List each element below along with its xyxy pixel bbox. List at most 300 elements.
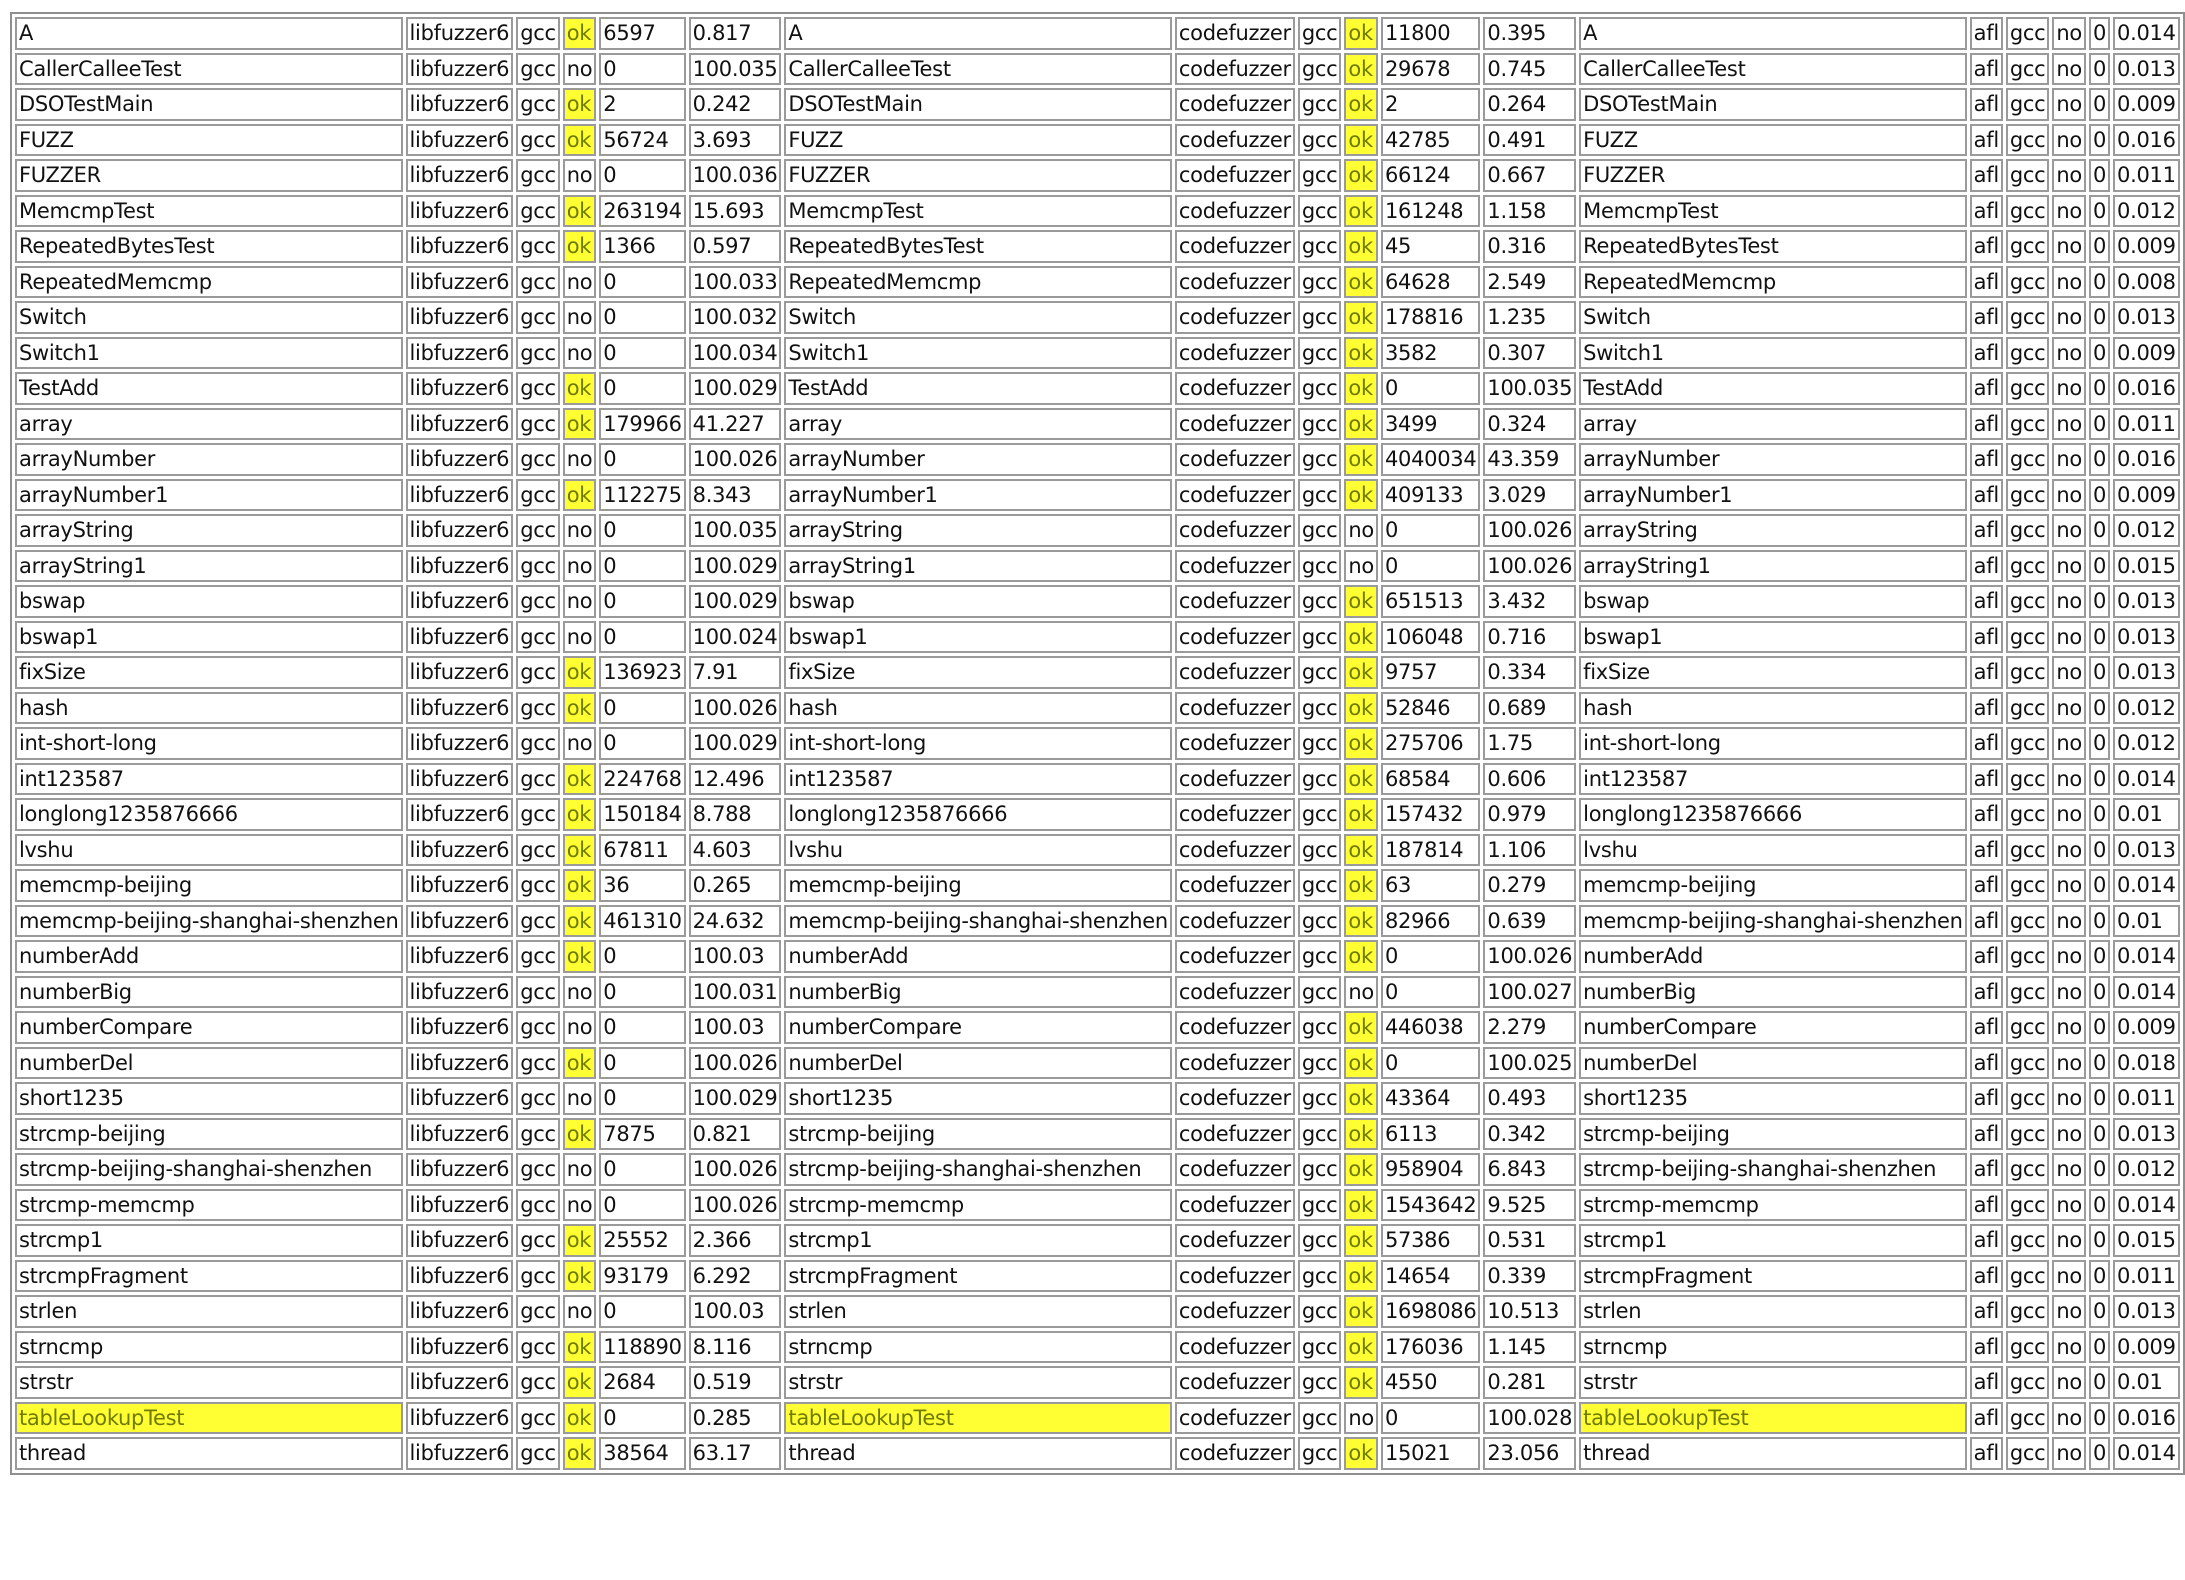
table-row — [15, 408, 2180, 441]
tool-cell: codefuzzer — [1175, 834, 1295, 867]
compiler-cell: gcc — [516, 692, 560, 725]
status-cell: no — [2052, 1118, 2086, 1151]
time-cell: 0.009 — [2113, 1331, 2180, 1364]
test-name-cell: TestAdd — [1579, 372, 1967, 405]
status-cell: no — [1344, 550, 1378, 583]
table-row — [15, 1295, 2180, 1328]
tool-cell: afl — [1970, 408, 2003, 441]
tool-cell: codefuzzer — [1175, 266, 1295, 299]
count-cell: 0 — [599, 692, 685, 725]
count-cell: 0 — [599, 53, 685, 86]
status-cell: ok — [1344, 1331, 1378, 1364]
count-cell: 0 — [2089, 337, 2110, 370]
compiler-cell: gcc — [1298, 1189, 1342, 1222]
time-cell: 0.01 — [2113, 905, 2180, 938]
time-cell: 100.026 — [689, 692, 782, 725]
test-name-cell: strcmp-memcmp — [784, 1189, 1172, 1222]
compiler-cell: gcc — [2006, 585, 2050, 618]
status-cell: ok — [1344, 195, 1378, 228]
table-row — [15, 124, 2180, 157]
compiler-cell: gcc — [1298, 1295, 1342, 1328]
time-cell: 100.026 — [689, 1189, 782, 1222]
status-cell: ok — [1344, 1153, 1378, 1186]
time-cell: 1.235 — [1483, 301, 1576, 334]
time-cell: 2.366 — [689, 1224, 782, 1257]
status-cell: no — [563, 1153, 597, 1186]
count-cell: 0 — [599, 621, 685, 654]
time-cell: 0.817 — [689, 17, 782, 50]
count-cell: 64628 — [1381, 266, 1480, 299]
tool-cell: afl — [1970, 159, 2003, 192]
test-name-cell: tableLookupTest — [15, 1402, 403, 1435]
time-cell: 0.012 — [2113, 195, 2180, 228]
count-cell: 0 — [2089, 1224, 2110, 1257]
test-name-cell: Switch — [784, 301, 1172, 334]
tool-cell: codefuzzer — [1175, 1402, 1295, 1435]
count-cell: 42785 — [1381, 124, 1480, 157]
test-name-cell: arrayNumber — [1579, 443, 1967, 476]
test-name-cell: lvshu — [15, 834, 403, 867]
compiler-cell: gcc — [516, 656, 560, 689]
time-cell: 8.788 — [689, 798, 782, 831]
tool-cell: codefuzzer — [1175, 976, 1295, 1009]
time-cell: 0.689 — [1483, 692, 1576, 725]
compiler-cell: gcc — [516, 195, 560, 228]
tool-cell: codefuzzer — [1175, 585, 1295, 618]
status-cell: ok — [1344, 230, 1378, 263]
count-cell: 0 — [2089, 834, 2110, 867]
time-cell: 100.029 — [689, 585, 782, 618]
test-name-cell: memcmp-beijing-shanghai-shenzhen — [15, 905, 403, 938]
tool-cell: codefuzzer — [1175, 692, 1295, 725]
table-row — [15, 940, 2180, 973]
status-cell: no — [2052, 585, 2086, 618]
time-cell: 100.029 — [689, 550, 782, 583]
test-name-cell: bswap — [784, 585, 1172, 618]
status-cell: no — [563, 266, 597, 299]
count-cell: 0 — [2089, 798, 2110, 831]
compiler-cell: gcc — [1298, 266, 1342, 299]
status-cell: no — [2052, 763, 2086, 796]
compiler-cell: gcc — [2006, 1402, 2050, 1435]
test-name-cell: RepeatedMemcmp — [15, 266, 403, 299]
compiler-cell: gcc — [1298, 1260, 1342, 1293]
time-cell: 0.334 — [1483, 656, 1576, 689]
compiler-cell: gcc — [516, 1011, 560, 1044]
test-name-cell: hash — [1579, 692, 1967, 725]
count-cell: 275706 — [1381, 727, 1480, 760]
count-cell: 187814 — [1381, 834, 1480, 867]
count-cell: 0 — [2089, 940, 2110, 973]
status-cell: no — [2052, 1331, 2086, 1364]
count-cell: 63 — [1381, 869, 1480, 902]
tool-cell: codefuzzer — [1175, 443, 1295, 476]
test-name-cell: short1235 — [15, 1082, 403, 1115]
test-name-cell: RepeatedBytesTest — [15, 230, 403, 263]
compiler-cell: gcc — [516, 1366, 560, 1399]
status-cell: no — [2052, 692, 2086, 725]
count-cell: 0 — [599, 585, 685, 618]
status-cell: ok — [1344, 798, 1378, 831]
count-cell: 56724 — [599, 124, 685, 157]
tool-cell: codefuzzer — [1175, 940, 1295, 973]
tool-cell: codefuzzer — [1175, 869, 1295, 902]
status-cell: no — [2052, 1153, 2086, 1186]
status-cell: no — [563, 1082, 597, 1115]
time-cell: 100.026 — [689, 443, 782, 476]
compiler-cell: gcc — [1298, 798, 1342, 831]
status-cell: no — [2052, 1082, 2086, 1115]
test-name-cell: strstr — [1579, 1366, 1967, 1399]
count-cell: 0 — [599, 514, 685, 547]
time-cell: 0.01 — [2113, 798, 2180, 831]
compiler-cell: gcc — [1298, 1366, 1342, 1399]
status-cell: no — [563, 514, 597, 547]
table-row — [15, 372, 2180, 405]
time-cell: 7.91 — [689, 656, 782, 689]
time-cell: 12.496 — [689, 763, 782, 796]
compiler-cell: gcc — [1298, 479, 1342, 512]
test-name-cell: MemcmpTest — [15, 195, 403, 228]
time-cell: 0.531 — [1483, 1224, 1576, 1257]
compiler-cell: gcc — [2006, 1118, 2050, 1151]
table-row — [15, 976, 2180, 1009]
test-name-cell: Switch — [15, 301, 403, 334]
status-cell: ok — [563, 1047, 597, 1080]
compiler-cell: gcc — [516, 550, 560, 583]
tool-cell: afl — [1970, 266, 2003, 299]
count-cell: 38564 — [599, 1437, 685, 1470]
test-name-cell: longlong1235876666 — [784, 798, 1172, 831]
status-cell: ok — [563, 763, 597, 796]
status-cell: no — [2052, 834, 2086, 867]
count-cell: 52846 — [1381, 692, 1480, 725]
count-cell: 1543642 — [1381, 1189, 1480, 1222]
status-cell: ok — [1344, 372, 1378, 405]
status-cell: ok — [1344, 1295, 1378, 1328]
tool-cell: libfuzzer6 — [406, 124, 514, 157]
count-cell: 0 — [2089, 443, 2110, 476]
status-cell: no — [563, 301, 597, 334]
count-cell: 0 — [2089, 585, 2110, 618]
count-cell: 9757 — [1381, 656, 1480, 689]
time-cell: 0.281 — [1483, 1366, 1576, 1399]
time-cell: 100.035 — [689, 53, 782, 86]
count-cell: 0 — [2089, 514, 2110, 547]
test-name-cell: arrayString1 — [15, 550, 403, 583]
status-cell: no — [563, 53, 597, 86]
compiler-cell: gcc — [1298, 727, 1342, 760]
compiler-cell: gcc — [516, 1260, 560, 1293]
count-cell: 112275 — [599, 479, 685, 512]
count-cell: 0 — [1381, 940, 1480, 973]
compiler-cell: gcc — [516, 1331, 560, 1364]
tool-cell: afl — [1970, 656, 2003, 689]
compiler-cell: gcc — [1298, 976, 1342, 1009]
test-name-cell: numberDel — [15, 1047, 403, 1080]
time-cell: 0.745 — [1483, 53, 1576, 86]
tool-cell: afl — [1970, 337, 2003, 370]
count-cell: 0 — [2089, 1189, 2110, 1222]
compiler-cell: gcc — [1298, 301, 1342, 334]
count-cell: 15021 — [1381, 1437, 1480, 1470]
compiler-cell: gcc — [516, 621, 560, 654]
table-row — [15, 798, 2180, 831]
table-row — [15, 53, 2180, 86]
tool-cell: codefuzzer — [1175, 621, 1295, 654]
compiler-cell: gcc — [516, 1295, 560, 1328]
time-cell: 0.01 — [2113, 1366, 2180, 1399]
count-cell: 1366 — [599, 230, 685, 263]
compiler-cell: gcc — [1298, 17, 1342, 50]
compiler-cell: gcc — [1298, 550, 1342, 583]
tool-cell: codefuzzer — [1175, 230, 1295, 263]
test-name-cell: RepeatedMemcmp — [1579, 266, 1967, 299]
status-cell: ok — [1344, 479, 1378, 512]
compiler-cell: gcc — [1298, 408, 1342, 441]
test-name-cell: strcmp-beijing-shanghai-shenzhen — [784, 1153, 1172, 1186]
tool-cell: libfuzzer6 — [406, 1366, 514, 1399]
time-cell: 0.016 — [2113, 443, 2180, 476]
time-cell: 0.519 — [689, 1366, 782, 1399]
test-name-cell: bswap — [15, 585, 403, 618]
status-cell: no — [2052, 514, 2086, 547]
tool-cell: libfuzzer6 — [406, 1153, 514, 1186]
time-cell: 0.491 — [1483, 124, 1576, 157]
status-cell: ok — [563, 408, 597, 441]
compiler-cell: gcc — [2006, 88, 2050, 121]
count-cell: 67811 — [599, 834, 685, 867]
results-body — [15, 17, 2180, 1470]
count-cell: 0 — [599, 1295, 685, 1328]
table-row — [15, 514, 2180, 547]
test-name-cell: DSOTestMain — [15, 88, 403, 121]
tool-cell: afl — [1970, 88, 2003, 121]
status-cell: no — [2052, 869, 2086, 902]
test-name-cell: tableLookupTest — [1579, 1402, 1967, 1435]
table-row — [15, 443, 2180, 476]
tool-cell: libfuzzer6 — [406, 17, 514, 50]
count-cell: 118890 — [599, 1331, 685, 1364]
time-cell: 0.013 — [2113, 585, 2180, 618]
status-cell: ok — [563, 940, 597, 973]
time-cell: 100.035 — [689, 514, 782, 547]
compiler-cell: gcc — [1298, 1224, 1342, 1257]
test-name-cell: DSOTestMain — [1579, 88, 1967, 121]
status-cell: ok — [1344, 727, 1378, 760]
compiler-cell: gcc — [2006, 1437, 2050, 1470]
status-cell: ok — [563, 479, 597, 512]
time-cell: 0.013 — [2113, 53, 2180, 86]
tool-cell: codefuzzer — [1175, 514, 1295, 547]
test-name-cell: strncmp — [784, 1331, 1172, 1364]
time-cell: 6.843 — [1483, 1153, 1576, 1186]
tool-cell: afl — [1970, 798, 2003, 831]
time-cell: 0.013 — [2113, 1295, 2180, 1328]
compiler-cell: gcc — [1298, 514, 1342, 547]
count-cell: 0 — [599, 301, 685, 334]
test-name-cell: numberDel — [784, 1047, 1172, 1080]
count-cell: 263194 — [599, 195, 685, 228]
test-name-cell: strcmp1 — [1579, 1224, 1967, 1257]
time-cell: 0.012 — [2113, 727, 2180, 760]
status-cell: ok — [563, 1118, 597, 1151]
tool-cell: libfuzzer6 — [406, 1118, 514, 1151]
tool-cell: afl — [1970, 1047, 2003, 1080]
count-cell: 0 — [2089, 1366, 2110, 1399]
tool-cell: libfuzzer6 — [406, 53, 514, 86]
time-cell: 43.359 — [1483, 443, 1576, 476]
count-cell: 66124 — [1381, 159, 1480, 192]
count-cell: 0 — [1381, 1047, 1480, 1080]
count-cell: 0 — [599, 550, 685, 583]
test-name-cell: bswap1 — [1579, 621, 1967, 654]
tool-cell: libfuzzer6 — [406, 869, 514, 902]
compiler-cell: gcc — [2006, 1260, 2050, 1293]
tool-cell: codefuzzer — [1175, 124, 1295, 157]
tool-cell: codefuzzer — [1175, 159, 1295, 192]
status-cell: ok — [1344, 443, 1378, 476]
time-cell: 0.242 — [689, 88, 782, 121]
time-cell: 0.264 — [1483, 88, 1576, 121]
test-name-cell: FUZZER — [784, 159, 1172, 192]
count-cell: 3582 — [1381, 337, 1480, 370]
test-name-cell: TestAdd — [784, 372, 1172, 405]
time-cell: 100.029 — [689, 372, 782, 405]
test-name-cell: strlen — [1579, 1295, 1967, 1328]
test-name-cell: numberCompare — [15, 1011, 403, 1044]
compiler-cell: gcc — [1298, 372, 1342, 405]
status-cell: no — [2052, 1402, 2086, 1435]
count-cell: 651513 — [1381, 585, 1480, 618]
tool-cell: libfuzzer6 — [406, 372, 514, 405]
status-cell: ok — [563, 124, 597, 157]
count-cell: 0 — [2089, 479, 2110, 512]
count-cell: 0 — [599, 266, 685, 299]
status-cell: ok — [563, 88, 597, 121]
compiler-cell: gcc — [516, 1047, 560, 1080]
status-cell: ok — [1344, 940, 1378, 973]
test-name-cell: arrayString1 — [784, 550, 1172, 583]
table-row — [15, 1224, 2180, 1257]
compiler-cell: gcc — [1298, 834, 1342, 867]
tool-cell: codefuzzer — [1175, 905, 1295, 938]
test-name-cell: MemcmpTest — [1579, 195, 1967, 228]
tool-cell: afl — [1970, 1011, 2003, 1044]
tool-cell: afl — [1970, 1224, 2003, 1257]
tool-cell: libfuzzer6 — [406, 905, 514, 938]
table-row — [15, 905, 2180, 938]
compiler-cell: gcc — [2006, 940, 2050, 973]
count-cell: 4040034 — [1381, 443, 1480, 476]
compiler-cell: gcc — [516, 585, 560, 618]
compiler-cell: gcc — [516, 1437, 560, 1470]
test-name-cell: numberDel — [1579, 1047, 1967, 1080]
count-cell: 150184 — [599, 798, 685, 831]
test-name-cell: strcmpFragment — [784, 1260, 1172, 1293]
count-cell: 93179 — [599, 1260, 685, 1293]
test-name-cell: numberAdd — [784, 940, 1172, 973]
count-cell: 36 — [599, 869, 685, 902]
tool-cell: libfuzzer6 — [406, 443, 514, 476]
compiler-cell: gcc — [516, 88, 560, 121]
compiler-cell: gcc — [2006, 1082, 2050, 1115]
tool-cell: afl — [1970, 1295, 2003, 1328]
status-cell: ok — [1344, 17, 1378, 50]
status-cell: ok — [1344, 1011, 1378, 1044]
time-cell: 0.011 — [2113, 1082, 2180, 1115]
status-cell: ok — [563, 195, 597, 228]
compiler-cell: gcc — [1298, 763, 1342, 796]
status-cell: no — [2052, 1047, 2086, 1080]
compiler-cell: gcc — [516, 1189, 560, 1222]
tool-cell: libfuzzer6 — [406, 337, 514, 370]
test-name-cell: CallerCalleeTest — [784, 53, 1172, 86]
test-name-cell: numberBig — [784, 976, 1172, 1009]
test-name-cell: arrayNumber — [15, 443, 403, 476]
compiler-cell: gcc — [516, 301, 560, 334]
tool-cell: libfuzzer6 — [406, 1047, 514, 1080]
time-cell: 0.285 — [689, 1402, 782, 1435]
status-cell: ok — [563, 372, 597, 405]
compiler-cell: gcc — [516, 443, 560, 476]
tool-cell: libfuzzer6 — [406, 408, 514, 441]
compiler-cell: gcc — [2006, 1011, 2050, 1044]
time-cell: 100.024 — [689, 621, 782, 654]
time-cell: 63.17 — [689, 1437, 782, 1470]
status-cell: no — [2052, 1295, 2086, 1328]
compiler-cell: gcc — [2006, 1295, 2050, 1328]
test-name-cell: lvshu — [1579, 834, 1967, 867]
test-name-cell: numberAdd — [15, 940, 403, 973]
count-cell: 0 — [2089, 1260, 2110, 1293]
count-cell: 82966 — [1381, 905, 1480, 938]
status-cell: no — [563, 550, 597, 583]
table-row — [15, 1189, 2180, 1222]
status-cell: ok — [563, 834, 597, 867]
time-cell: 0.012 — [2113, 514, 2180, 547]
count-cell: 409133 — [1381, 479, 1480, 512]
time-cell: 0.279 — [1483, 869, 1576, 902]
compiler-cell: gcc — [516, 372, 560, 405]
count-cell: 29678 — [1381, 53, 1480, 86]
count-cell: 45 — [1381, 230, 1480, 263]
tool-cell: codefuzzer — [1175, 301, 1295, 334]
status-cell: ok — [1344, 1437, 1378, 1470]
status-cell: no — [2052, 479, 2086, 512]
count-cell: 446038 — [1381, 1011, 1480, 1044]
status-cell: ok — [1344, 905, 1378, 938]
tool-cell: afl — [1970, 443, 2003, 476]
time-cell: 0.013 — [2113, 301, 2180, 334]
test-name-cell: strncmp — [1579, 1331, 1967, 1364]
tool-cell: afl — [1970, 834, 2003, 867]
time-cell: 0.639 — [1483, 905, 1576, 938]
test-name-cell: arrayNumber1 — [1579, 479, 1967, 512]
test-name-cell: strcmpFragment — [15, 1260, 403, 1293]
table-row — [15, 763, 2180, 796]
compiler-cell: gcc — [1298, 1118, 1342, 1151]
table-row — [15, 88, 2180, 121]
status-cell: ok — [1344, 301, 1378, 334]
table-row — [15, 550, 2180, 583]
count-cell: 0 — [1381, 550, 1480, 583]
test-name-cell: RepeatedBytesTest — [784, 230, 1172, 263]
status-cell: ok — [1344, 266, 1378, 299]
count-cell: 0 — [2089, 1295, 2110, 1328]
test-name-cell: FUZZ — [784, 124, 1172, 157]
count-cell: 0 — [1381, 976, 1480, 1009]
